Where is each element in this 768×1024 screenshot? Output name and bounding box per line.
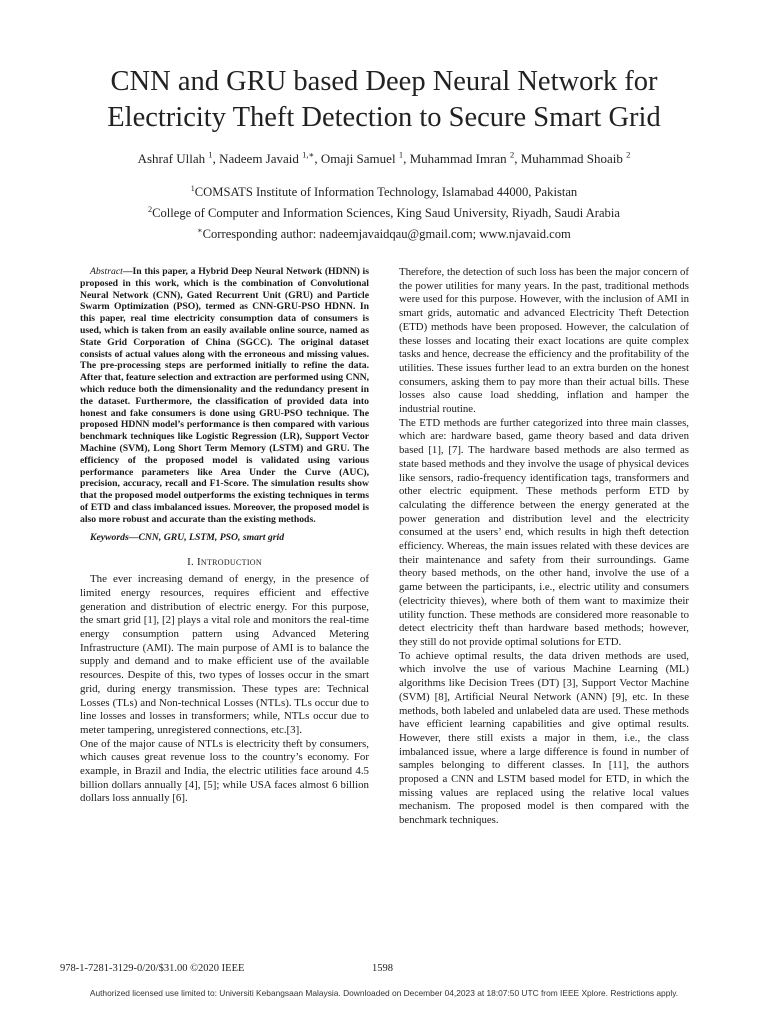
author: Omaji Samuel $^1$, [320, 150, 410, 167]
abstract [80, 266, 369, 526]
paragraph: The ever increasing demand of energy, in the presence of limited energy resources, requires efficient and effective generation and distribution of electric energy. For this purpose, the smart grid [1], [2] plays a vital role and monitors the real-time energy consumption pattern using Advanced Metering Infrastructure (AMI). The main purpose of AMI is to balance the supply and demand and to make efficient use of the available resources. Despite of this, two types of losses occur in the smart grid, during energy transmission. These types are: Technical Losses (TLs) and Non-technical Losses (NTLs). TLs occur due to line losses and losses in transformers; while, NTLs occur due to meter tampering, unregistered connections, etc.[3]. [80, 573, 369, 736]
author: Ashraf Ullah $^1$, [137, 150, 220, 167]
paper-title-line-1: CNN and GRU based Deep Neural Network for [110, 66, 658, 97]
author: Muhammad Imran $^2$, [409, 150, 521, 167]
section-number: I. [187, 555, 194, 568]
abstract-text: —In this paper, a Hybrid Deep Neural Network (HDNN) is proposed in this work, which is the combination of Convolutional Neural Network (CNN), Gated Recurrent Unit (GRU) and Particle Swarm Optimization (PSO), termed as CNN-GRU-PSO HDNN. In this paper, real time electricity consumption data of consumers is used, which is taken from an easily available online source, named as State Grid Corporation of China (SGCC). The original dataset consists of actual values along with the erroneous and missing values. The pre-processing steps are performed initially to refine the data. After that, feature selection and extraction are performed using CNN, which reduce both the dimensionality and the redundancy present in the dataset. Furthermore, the classification of provided data into honest and fake consumers is done using GRU-PSO technique. The proposed HDNN model’s performance is then compared with various benchmark techniques like Logistic Regression (LR), Support Vector Machine (SVM), Long Short Term Memory (LSTM) and GRU. The efficiency of the proposed model is validated using various performance parameters like Area Under the Curve (AUC), precision, accuracy, recall and F1-Score. The simulation results show that the proposed model outperforms the existing techniques in terms of ETD and class imbalanced issues. Moreover, the proposed model is also more robust and accurate than the existing methods. [80, 266, 369, 525]
page-number: 1598 [372, 963, 393, 974]
affiliation: $^1$COMSATS Institute of Information Technology, Islamabad 44000, Pakistan [190, 184, 578, 200]
paragraph: To achieve optimal results, the data driven methods are used, which involve the use of various Machine Learning (ML) algorithms like Decision Trees (DT) [3], Support Vector Machine (SVM) [8], Artificial Neural Network (ANN) [9], etc. In these methods, both labeled and unlabeled data are used. These methods have efficient learning capabilities and give optimal results. However, there still exists a major in them, i.e., the class imbalanced issue, where a large difference is found in number of samples belonging to different classes. In [11], the authors proposed a CNN and LSTM based model for ETD, in which the missing values are replaced using the relative local values mechanism. The proposed model is then compared with the benchmark techniques. [399, 649, 689, 827]
footer-isbn: 978-1-7281-3129-0/20/$31.00 ©2020 IEEE [60, 963, 245, 974]
abstract-label: Abstract [90, 266, 123, 277]
paragraph: Therefore, the detection of such loss has been the major concern of the power utilities for many years. In the past, traditional methods were used for this purpose. However, with the inclusion of AMI in smart grids, automatic and advanced Electricity Theft Detection (ETD) methods have been proposed. However, the calculation of these losses and locating their exact locations are quite complex tasks and hence, decrease the efficiency and the profitability of the utilities. These issues further lead to an extra burden on the honest consumers, asking them to pay more than their actual bills. These losses also cause load shedding, inflation and hamper the industrial routine. [399, 266, 689, 416]
paragraph: One of the major cause of NTLs is electricity theft by consumers, which causes great revenue loss to the country’s economy. For example, in Brazil and India, the electric utilities face around 4.5 billion dollars annually [4], [5]; while USA faces almost 6 billion dollars loss annually [6]. [80, 737, 369, 805]
section-heading [80, 556, 369, 570]
right-column [399, 266, 689, 828]
license-notice: Authorized licensed use limited to: Universiti Kebangsaan Malaysia. Downloaded on December 04,2023 at 18:07:50 UTC from IEEE Xplore. Restrictions apply. [89, 988, 679, 998]
paper-title [0, 64, 768, 136]
corresponding-author: ∗Corresponding author: nadeemjavaidqau@gmail.com; www.njavaid.com [197, 226, 571, 242]
section-title: Introduction [196, 555, 262, 568]
affiliation: $^2$College of Computer and Information Sciences, King Saud University, Riyadh, Saudi Arabia [148, 205, 620, 221]
paper-title-line-2: Electricity Theft Detection to Secure Smart Grid [107, 102, 661, 133]
paragraph: The ETD methods are further categorized into three main classes, which are: hardware based, game theory based and data driven based [1], [7]. The hardware based methods are also termed as state based methods and they involve the usage of physical devices like sensors, radio-frequency identification tags, transformers and other electric equipment. These methods perform ETD by calculating the difference between the energy generated at the power generation and distribution level and the electricity consumed at the users’ end, which results in high theft detection efficiency. Whereas, the main issues related with these devices are their maintenance and safety from their surroundings. Game theory based methods, on the other hand, involve the use of a game between the participants, i.e., electric utility and consumers (electricity thieves), where both of them want to maximize their utility function. These methods are considered more reasonable to detect electricity theft than hardware based methods; however, they still do not provide optimal solutions for ETD. [399, 416, 689, 648]
author-list [0, 150, 768, 167]
affiliations [0, 180, 768, 244]
author: Nadeem Javaid $^{1,∗}$, [219, 150, 321, 167]
keywords: Keywords—CNN, GRU, LSTM, PSO, smart grid [90, 531, 285, 543]
left-column [80, 266, 369, 806]
author: Muhammad Shoaib $^2$ [520, 150, 631, 167]
